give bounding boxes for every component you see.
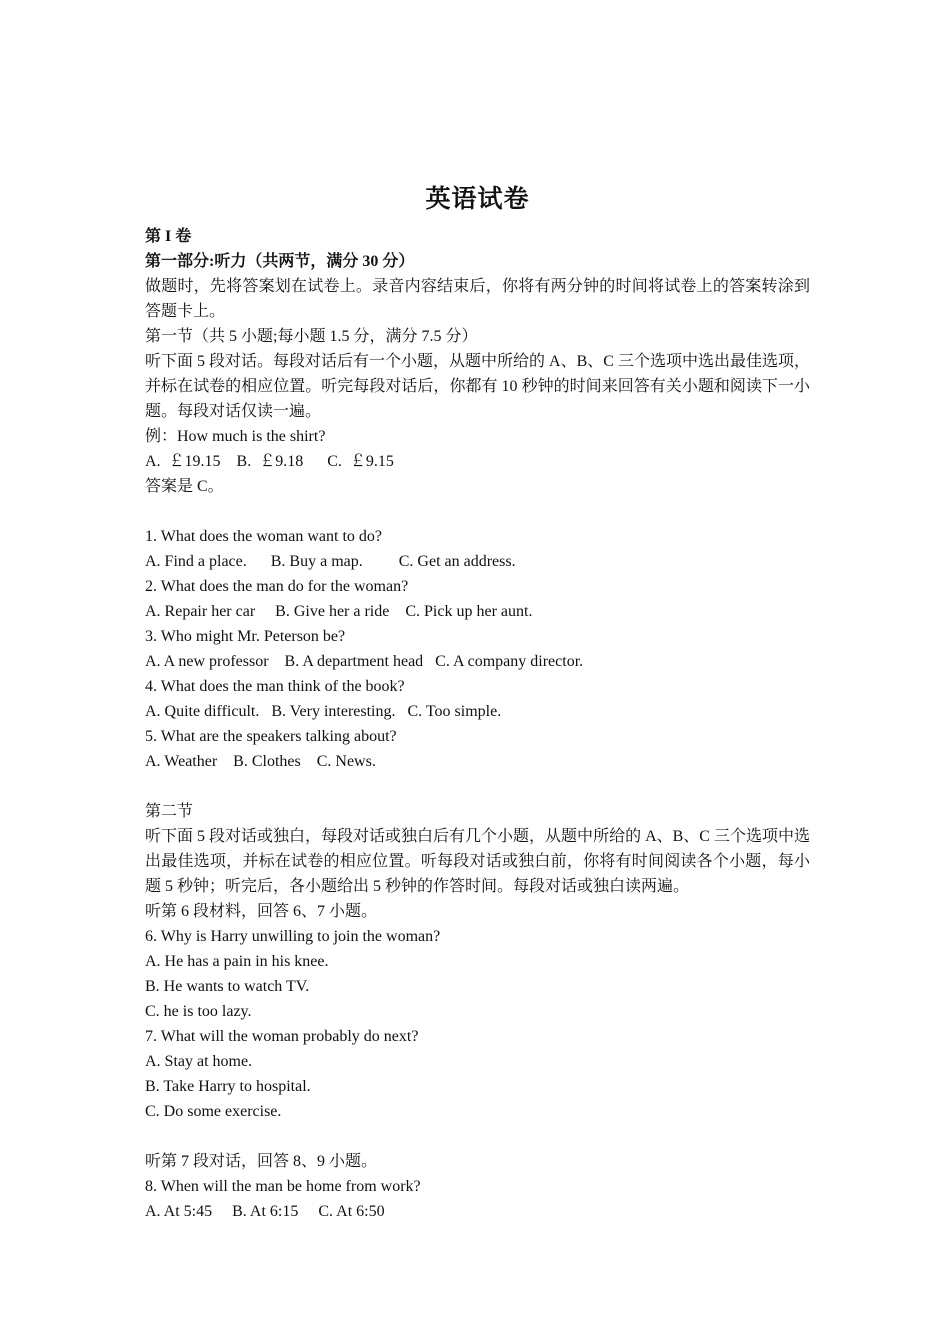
question-3: 3. Who might Mr. Peterson be? — [145, 628, 346, 645]
question-5-options: A. Weather B. Clothes C. News. — [145, 753, 376, 770]
section2-heading: 第二节 — [145, 803, 194, 820]
example-question: 例：How much is the shirt? — [145, 428, 326, 445]
question-2-options: A. Repair her car B. Give her a ride C. Pick up her aunt. — [145, 603, 533, 620]
section1-instructions: 听下面 5 段对话。每段对话后有一个小题，从题中所给的 A、B、C 三个选项中选出最佳选项，并标在试卷的相应位置。听完每段对话后，你都有 10 秒钟的时间来回答有关小题和阅读下一小题。每段对话仅读一遍。 — [145, 353, 810, 420]
spacer — [145, 774, 810, 799]
question-3-options: A. A new professor B. A department head C. A company director. — [145, 653, 584, 670]
question-6: 6. Why is Harry unwilling to join the woman? — [145, 928, 441, 945]
spacer — [145, 499, 810, 524]
group6-intro: 听第 6 段材料，回答 6、7 小题。 — [145, 903, 378, 920]
example-options: A. ￡19.15 B. ￡9.18 C. ￡9.15 — [145, 453, 394, 470]
group7-intro: 听第 7 段对话，回答 8、9 小题。 — [145, 1153, 378, 1170]
question-7-option-b: B. Take Harry to hospital. — [145, 1078, 311, 1095]
general-instructions: 做题时，先将答案划在试卷上。录音内容结束后，你将有两分钟的时间将试卷上的答案转涂到答题卡上。 — [145, 278, 810, 320]
question-1: 1. What does the woman want to do? — [145, 528, 382, 545]
volume-heading: 第 I 卷 — [145, 228, 192, 245]
example-answer: 答案是 C。 — [145, 478, 224, 495]
question-7: 7. What will the woman probably do next? — [145, 1028, 419, 1045]
part1-heading: 第一部分:听力（共两节，满分 30 分） — [145, 253, 415, 270]
section1-heading: 第一节（共 5 小题;每小题 1.5 分，满分 7.5 分） — [145, 328, 478, 345]
question-7-option-a: A. Stay at home. — [145, 1053, 253, 1070]
question-2: 2. What does the man do for the woman? — [145, 578, 409, 595]
question-6-option-c: C. he is too lazy. — [145, 1003, 252, 1020]
section2-instructions: 听下面 5 段对话或独白，每段对话或独白后有几个小题，从题中所给的 A、B、C 三个选项中选出最佳选项，并标在试卷的相应位置。听每段对话或独白前，你将有时间阅读各个小题，每小题 5 秒钟；听完后，各小题给出 5 秒钟的作答时间。每段对话或独白读两遍。 — [145, 828, 810, 895]
question-4-options: A. Quite difficult. B. Very interesting. C. Too simple. — [145, 703, 502, 720]
question-8: 8. When will the man be home from work? — [145, 1178, 421, 1195]
page-title: 英语试卷 — [425, 186, 530, 213]
question-6-option-a: A. He has a pain in his knee. — [145, 953, 329, 970]
question-5: 5. What are the speakers talking about? — [145, 728, 397, 745]
exam-page — [145, 180, 810, 1224]
question-7-option-c: C. Do some exercise. — [145, 1103, 282, 1120]
question-8-options: A. At 5:45 B. At 6:15 C. At 6:50 — [145, 1203, 385, 1220]
question-1-options: A. Find a place. B. Buy a map. C. Get an address. — [145, 553, 516, 570]
spacer — [145, 1124, 810, 1149]
question-4: 4. What does the man think of the book? — [145, 678, 405, 695]
question-6-option-b: B. He wants to watch TV. — [145, 978, 310, 995]
